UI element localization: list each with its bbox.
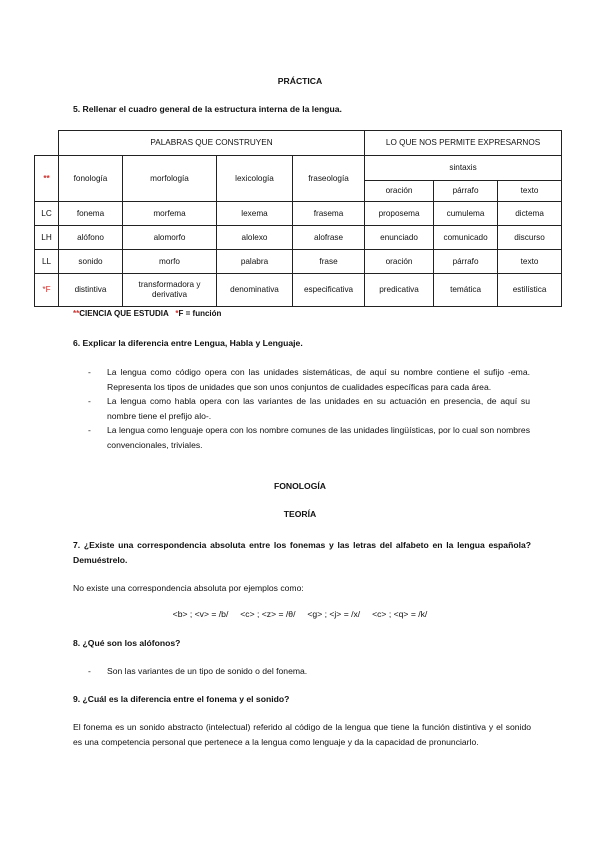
table-cell: transformadora y derivativa — [123, 274, 217, 307]
table-cell: párrafo — [434, 250, 498, 274]
header-fraseologia: fraseología — [293, 156, 365, 202]
header-palabras: PALABRAS QUE CONSTRUYEN — [59, 131, 365, 156]
table-cell: alofrase — [293, 226, 365, 250]
legend-mark-2: * — [175, 309, 179, 318]
header-texto: texto — [498, 181, 562, 202]
table-cell: morfo — [123, 250, 217, 274]
page-title: PRÁCTICA — [277, 76, 323, 86]
table-cell: oración — [365, 250, 434, 274]
row-label: LH — [35, 226, 59, 250]
row-label: *F — [35, 274, 59, 307]
table-row — [35, 274, 562, 307]
list-item: - La lengua como habla opera con las variantes de las unidades en su actuación en presencia, de aquí su nombre tiene el prefijo alo-. — [88, 394, 530, 423]
list-item: - La lengua como código opera con las unidades sistemáticas, de aquí su nombre contiene el sufijo -ema. Representa los tipos de unidades que son unos conjuntos de cualidades específicas para cada área. — [88, 365, 530, 394]
subsection-heading: TEORÍA — [283, 509, 317, 519]
table-cell: discurso — [498, 226, 562, 250]
header-lexicologia: lexicología — [217, 156, 293, 202]
header-expresarnos: LO QUE NOS PERMITE EXPRESARNOS — [365, 131, 562, 156]
question-8: 8. ¿Qué son los alófonos? — [73, 638, 181, 648]
section-heading: FONOLOGÍA — [273, 481, 327, 491]
table-legend — [73, 309, 221, 318]
q8-bullet-list — [88, 664, 530, 679]
table-cell: frase — [293, 250, 365, 274]
table-cell: predicativa — [365, 274, 434, 307]
question-9: 9. ¿Cuál es la diferencia entre el fonema y el sonido? — [73, 694, 290, 704]
table-cell: sonido — [59, 250, 123, 274]
question-6: 6. Explicar la diferencia entre Lengua, Habla y Lenguaje. — [73, 338, 303, 348]
table-cell: lexema — [217, 202, 293, 226]
row-label: LL — [35, 250, 59, 274]
header-morfologia: morfología — [123, 156, 217, 202]
row-label: LC — [35, 202, 59, 226]
header-fonologia: fonología — [59, 156, 123, 202]
table-cell: alolexo — [217, 226, 293, 250]
table-cell: palabra — [217, 250, 293, 274]
structure-table — [34, 130, 562, 307]
table-cell: frasema — [293, 202, 365, 226]
table-cell: enunciado — [365, 226, 434, 250]
table-cell: alófono — [59, 226, 123, 250]
table-cell: cumulema — [434, 202, 498, 226]
question-5: 5. Rellenar el cuadro general de la estructura interna de la lengua. — [73, 104, 342, 114]
table-row — [35, 202, 562, 226]
q7-answer: No existe una correspondencia absoluta por ejemplos como: — [73, 583, 304, 593]
table-cell: distintiva — [59, 274, 123, 307]
legend-text-2: F = función — [178, 309, 222, 318]
table-cell: estilística — [498, 274, 562, 307]
table-cell: especificativa — [293, 274, 365, 307]
list-item: - La lengua como lenguaje opera con los nombre comunes de las unidades lingüísticas, por lo cual son nombres convencionales, triviales. — [88, 423, 530, 452]
table-cell: comunicado — [434, 226, 498, 250]
legend-text-1: CIENCIA QUE ESTUDIA — [79, 309, 169, 318]
header-sintaxis: sintaxis — [365, 156, 562, 181]
table-row — [35, 250, 562, 274]
table-cell: denominativa — [217, 274, 293, 307]
list-item: - Son las variantes de un tipo de sonido o del fonema. — [88, 664, 530, 679]
table-cell: texto — [498, 250, 562, 274]
table-cell: fonema — [59, 202, 123, 226]
q7-examples: <b> ; <v> = /b/ <c> ; <z> = /θ/ <g> ; <j> = /x/ <c> ; <q> = /k/ — [172, 609, 428, 619]
table-cell: proposema — [365, 202, 434, 226]
question-7: 7. ¿Existe una correspondencia absoluta entre los fonemas y las letras del alfabeto en la lengua española? Demuéstrelo. — [73, 540, 531, 565]
table-cell: dictema — [498, 202, 562, 226]
header-oracion: oración — [365, 181, 434, 202]
table-row — [35, 226, 562, 250]
table-cell: alomorfo — [123, 226, 217, 250]
table-cell: temática — [434, 274, 498, 307]
legend-mark-1: ** — [73, 309, 80, 318]
table-cell: morfema — [123, 202, 217, 226]
q6-bullet-list — [88, 365, 530, 452]
star-marker: ** — [35, 156, 59, 202]
header-parrafo: párrafo — [434, 181, 498, 202]
q9-answer: El fonema es un sonido abstracto (intelectual) referido al código de la lengua que tiene la función distintiva y el sonido es una competencia personal que pertenece a la lengua como lenguaje y da la capacidad de pronunciarlo. — [73, 722, 531, 747]
